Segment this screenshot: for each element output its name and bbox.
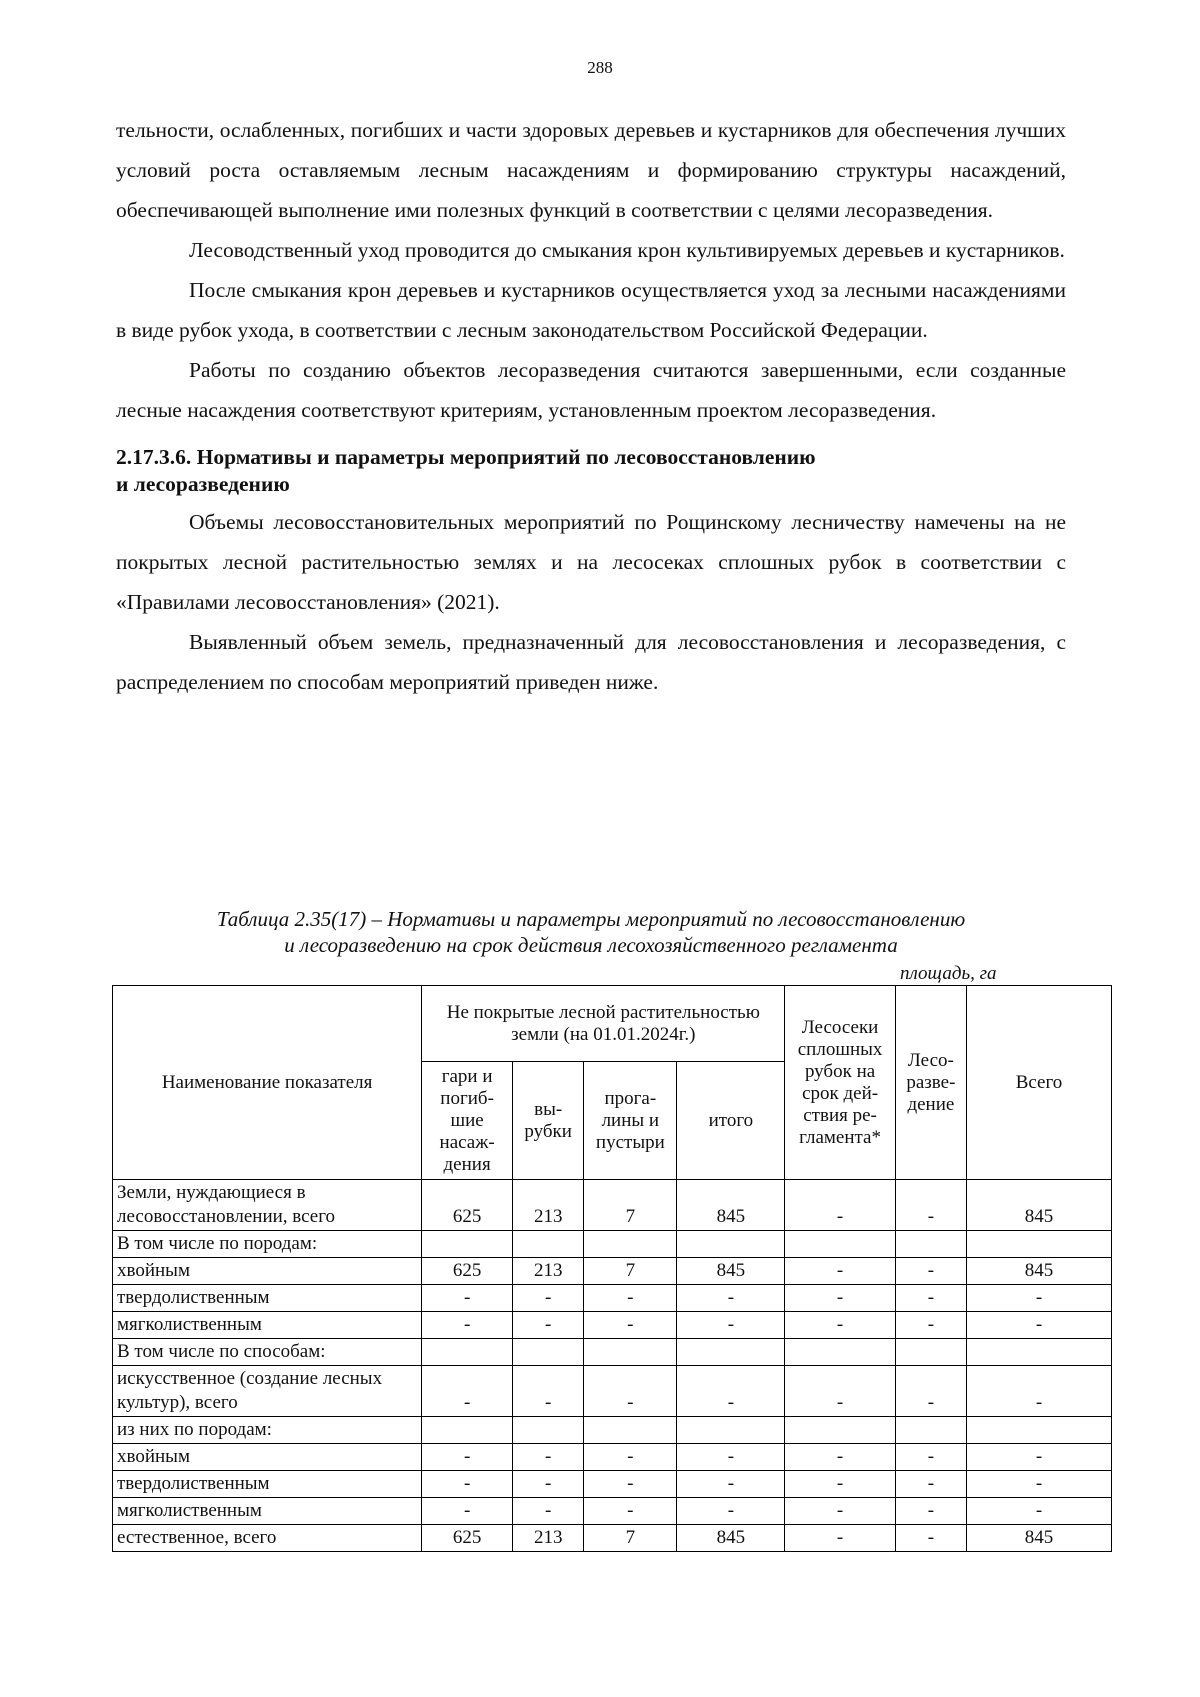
row-value: - bbox=[895, 1444, 966, 1471]
row-value: - bbox=[967, 1444, 1112, 1471]
document-body bbox=[116, 110, 1066, 702]
row-value bbox=[513, 1417, 584, 1444]
row-value: - bbox=[895, 1471, 966, 1498]
row-value bbox=[584, 1417, 677, 1444]
row-value: - bbox=[967, 1366, 1112, 1417]
header-unforested-group: Не покрытые лесной растительностью земли (на 01.01.2024г.) bbox=[422, 986, 785, 1062]
row-value: - bbox=[422, 1444, 513, 1471]
row-value: - bbox=[895, 1312, 966, 1339]
row-value: - bbox=[967, 1285, 1112, 1312]
row-value bbox=[967, 1417, 1112, 1444]
page-number: 288 bbox=[587, 58, 613, 77]
table-caption-line-1: Таблица 2.35(17) – Нормативы и параметры мероприятий по лесовосстановлению bbox=[216, 907, 966, 931]
row-value bbox=[967, 1339, 1112, 1366]
row-value bbox=[967, 1231, 1112, 1258]
row-value bbox=[677, 1339, 785, 1366]
table-row bbox=[113, 1498, 1112, 1525]
row-value: - bbox=[967, 1471, 1112, 1498]
paragraph-6: Выявленный объем земель, предназначенный для лесовосстановления и лесоразведения, с распределением по способам мероприятий приведен ниже. bbox=[116, 630, 1066, 694]
row-value: 213 bbox=[513, 1525, 584, 1552]
header-burnt: гари и погиб-шие насаж-дения bbox=[422, 1062, 513, 1180]
section-heading-line-1: 2.17.3.6. Нормативы и параметры мероприятий по лесовосстановлению bbox=[116, 445, 816, 469]
row-value bbox=[785, 1417, 895, 1444]
row-value: 845 bbox=[967, 1525, 1112, 1552]
row-value bbox=[895, 1417, 966, 1444]
row-value: 213 bbox=[513, 1258, 584, 1285]
row-value: - bbox=[895, 1366, 966, 1417]
row-value: - bbox=[895, 1525, 966, 1552]
row-value: - bbox=[422, 1498, 513, 1525]
row-value: - bbox=[584, 1498, 677, 1525]
row-value: - bbox=[785, 1285, 895, 1312]
row-value: - bbox=[895, 1258, 966, 1285]
row-value: 625 bbox=[422, 1525, 513, 1552]
table-row bbox=[113, 1180, 1112, 1231]
row-value: - bbox=[967, 1498, 1112, 1525]
paragraph-1: тельности, ослабленных, погибших и части здоровых деревьев и кустарников для обеспечения лучших условий роста оставляемым лесным насаждениям и формированию структуры насаждений, обеспечивающей выполнение ими полезных функций в соответствии с целями лесоразведения. bbox=[116, 118, 1066, 222]
row-value: - bbox=[513, 1312, 584, 1339]
table-caption bbox=[116, 906, 1066, 958]
row-value: - bbox=[584, 1312, 677, 1339]
row-value bbox=[513, 1231, 584, 1258]
row-value: 845 bbox=[967, 1258, 1112, 1285]
row-label: из них по породам: bbox=[113, 1417, 422, 1444]
row-value: - bbox=[584, 1471, 677, 1498]
header-afforestation: Лесо-разве-дение bbox=[895, 986, 966, 1180]
row-label: Земли, нуждающиеся в лесовосстановлении, всего bbox=[113, 1180, 422, 1231]
row-value: 845 bbox=[967, 1180, 1112, 1231]
row-label: естественное, всего bbox=[113, 1525, 422, 1552]
row-value: 7 bbox=[584, 1180, 677, 1231]
row-value: - bbox=[513, 1471, 584, 1498]
row-value bbox=[584, 1231, 677, 1258]
row-value bbox=[895, 1339, 966, 1366]
row-value: - bbox=[677, 1285, 785, 1312]
row-label: мягколиственным bbox=[113, 1312, 422, 1339]
header-cut: вы-рубки bbox=[513, 1062, 584, 1180]
row-value: - bbox=[785, 1444, 895, 1471]
paragraph-4: Работы по созданию объектов лесоразведения считаются завершенными, если созданные лесные насаждения соответствуют критериям, установленным проектом лесоразведения. bbox=[116, 358, 1066, 422]
paragraph-3: После смыкания крон деревьев и кустарников осуществляется уход за лесными насаждениями в виде рубок ухода, в соответствии с лесным законодательством Российской Федерации. bbox=[116, 278, 1066, 342]
row-value: - bbox=[677, 1444, 785, 1471]
row-value: - bbox=[677, 1366, 785, 1417]
row-value bbox=[584, 1339, 677, 1366]
row-value: - bbox=[785, 1312, 895, 1339]
row-value: - bbox=[785, 1498, 895, 1525]
row-value: - bbox=[785, 1525, 895, 1552]
row-value: - bbox=[513, 1498, 584, 1525]
reforestation-table bbox=[112, 985, 1112, 1552]
row-value: - bbox=[513, 1285, 584, 1312]
row-label: В том числе по породам: bbox=[113, 1231, 422, 1258]
row-value: - bbox=[895, 1180, 966, 1231]
row-label: искусственное (создание лесных культур), всего bbox=[113, 1366, 422, 1417]
section-heading-line-2: и лесоразведению bbox=[116, 472, 290, 496]
row-value: - bbox=[895, 1498, 966, 1525]
row-label: хвойным bbox=[113, 1444, 422, 1471]
row-value: - bbox=[513, 1366, 584, 1417]
row-label: мягколиственным bbox=[113, 1498, 422, 1525]
row-value: - bbox=[677, 1471, 785, 1498]
table-row bbox=[113, 1339, 1112, 1366]
row-value: - bbox=[785, 1180, 895, 1231]
row-value: - bbox=[422, 1312, 513, 1339]
paragraph-5: Объемы лесовосстановительных мероприятий по Рощинскому лесничеству намечены на не покрытых лесной растительностью землях и на лесосеках сплошных рубок в соответствии с «Правилами лесовосстановления» (2021). bbox=[116, 510, 1066, 614]
section-heading bbox=[116, 444, 1066, 498]
row-value: - bbox=[422, 1471, 513, 1498]
table-row bbox=[113, 1366, 1112, 1417]
table-unit: площадь, га bbox=[900, 963, 997, 984]
row-value bbox=[895, 1231, 966, 1258]
header-group-total: итого bbox=[677, 1062, 785, 1180]
row-value: 7 bbox=[584, 1525, 677, 1552]
row-value: 845 bbox=[677, 1525, 785, 1552]
table-row bbox=[113, 1525, 1112, 1552]
row-value bbox=[422, 1339, 513, 1366]
row-value bbox=[785, 1339, 895, 1366]
row-value bbox=[513, 1339, 584, 1366]
row-value: - bbox=[677, 1312, 785, 1339]
row-value bbox=[422, 1231, 513, 1258]
row-value: 7 bbox=[584, 1258, 677, 1285]
row-value: 845 bbox=[677, 1258, 785, 1285]
row-value: - bbox=[785, 1258, 895, 1285]
table-row bbox=[113, 1231, 1112, 1258]
table-row bbox=[113, 1444, 1112, 1471]
table-row bbox=[113, 1417, 1112, 1444]
row-value: 213 bbox=[513, 1180, 584, 1231]
header-name: Наименование показателя bbox=[113, 986, 422, 1180]
row-value bbox=[677, 1231, 785, 1258]
row-value: - bbox=[785, 1471, 895, 1498]
row-value: 625 bbox=[422, 1180, 513, 1231]
row-value: - bbox=[584, 1285, 677, 1312]
row-value: 845 bbox=[677, 1180, 785, 1231]
table-body bbox=[113, 1180, 1112, 1552]
header-total: Всего bbox=[967, 986, 1112, 1180]
row-label: твердолиственным bbox=[113, 1285, 422, 1312]
row-value bbox=[785, 1231, 895, 1258]
table-row bbox=[113, 1312, 1112, 1339]
row-value: - bbox=[785, 1366, 895, 1417]
row-label: твердолиственным bbox=[113, 1471, 422, 1498]
row-value: - bbox=[584, 1366, 677, 1417]
row-value: - bbox=[513, 1444, 584, 1471]
row-value: 625 bbox=[422, 1258, 513, 1285]
table-row bbox=[113, 1471, 1112, 1498]
header-glades: прога-лины и пустыри bbox=[584, 1062, 677, 1180]
row-value: - bbox=[677, 1498, 785, 1525]
row-value: - bbox=[895, 1285, 966, 1312]
row-value bbox=[677, 1417, 785, 1444]
row-value: - bbox=[422, 1285, 513, 1312]
table-caption-line-2: и лесоразведению на срок действия лесохозяйственного регламента bbox=[284, 933, 898, 957]
row-value: - bbox=[584, 1444, 677, 1471]
row-label: хвойным bbox=[113, 1258, 422, 1285]
header-clearcut: Лесосеки сплошных рубок на срок дей-ствия ре-гламента* bbox=[785, 986, 895, 1180]
row-label: В том числе по способам: bbox=[113, 1339, 422, 1366]
table-row bbox=[113, 1285, 1112, 1312]
table-row bbox=[113, 1258, 1112, 1285]
paragraph-2: Лесоводственный уход проводится до смыкания крон культивируемых деревьев и кустарников. bbox=[189, 238, 1065, 262]
row-value: - bbox=[422, 1366, 513, 1417]
row-value bbox=[422, 1417, 513, 1444]
row-value: - bbox=[967, 1312, 1112, 1339]
